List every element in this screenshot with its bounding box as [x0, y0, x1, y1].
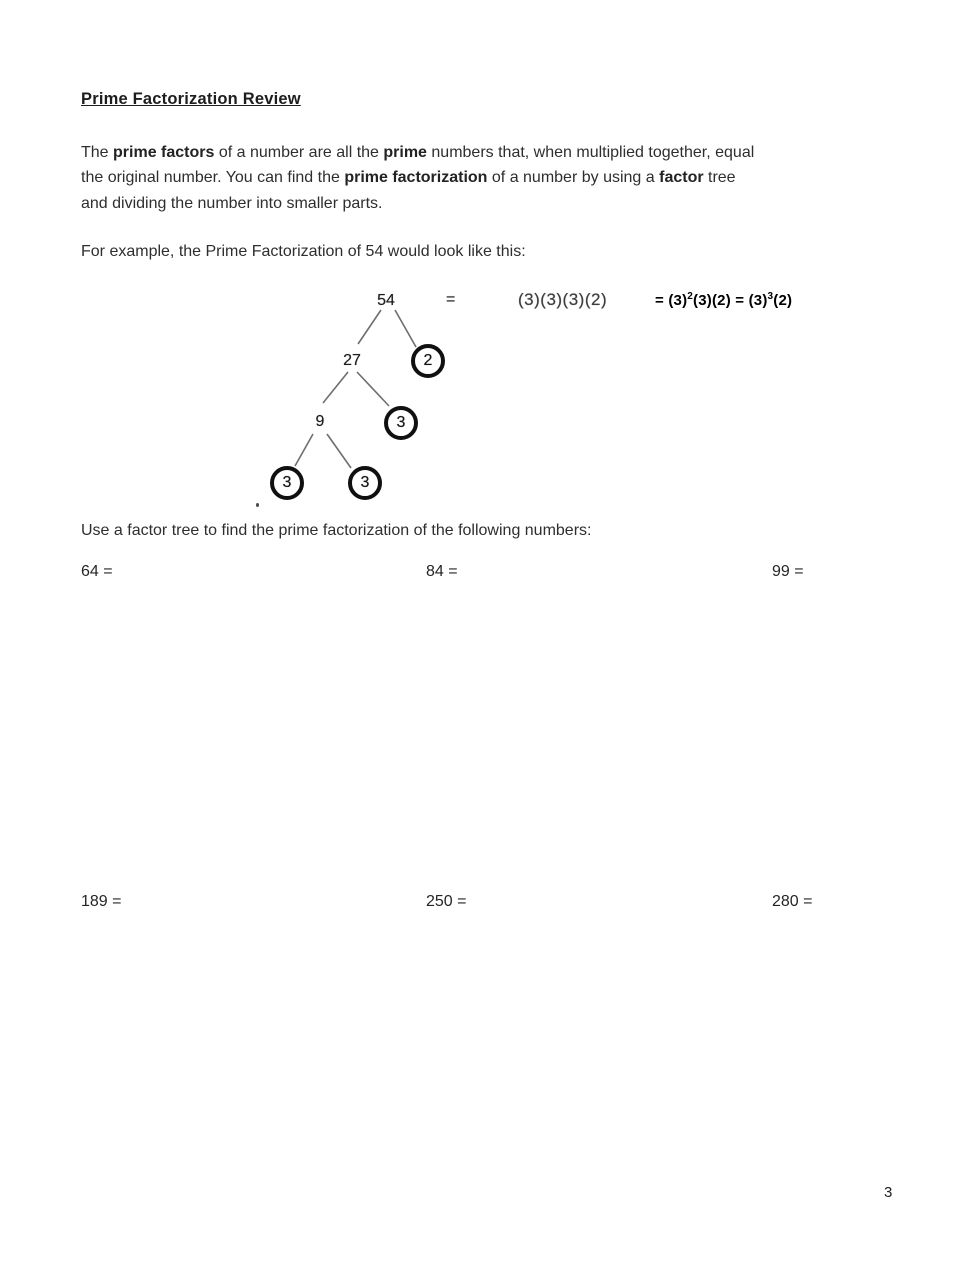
tree-node-9: 9	[315, 413, 325, 430]
intro-text-bold: prime	[383, 144, 427, 161]
intro-line-2	[81, 165, 754, 190]
page-title: Prime Factorization Review	[81, 90, 301, 108]
tree-leaf-circle-3-mid: 3	[384, 406, 418, 440]
intro-text-bold: factor	[659, 169, 704, 187]
annotation-text: (2)	[773, 292, 793, 309]
intro-text: The	[81, 144, 114, 161]
problem-250: 250 =	[426, 893, 467, 910]
expansion-text: (3)(3)(3)(2)	[518, 290, 608, 309]
intro-paragraph	[81, 140, 754, 216]
instruction-text: Use a factor tree to find the prime factorization of the following numbers:	[81, 522, 592, 539]
annotation-text: (3)(2) = (3)	[693, 292, 768, 309]
tree-leaf-circle-3-right: 3	[348, 466, 382, 500]
scan-artifact-dot	[256, 503, 259, 507]
intro-text: and dividing the number into smaller parts.	[81, 194, 383, 212]
problem-84: 84 =	[426, 563, 458, 580]
annotation-superscript: 3	[767, 291, 774, 302]
intro-line-3	[81, 191, 754, 216]
intro-text: of a number by using a	[487, 169, 660, 187]
tree-leaf-circle-3-left: 3	[270, 466, 304, 500]
exponent-annotation	[655, 292, 792, 309]
problem-99: 99 =	[772, 563, 804, 580]
intro-text-bold: prime factors	[113, 144, 215, 161]
equals-sign: =	[446, 291, 456, 308]
tree-leaf-circle-2: 2	[411, 344, 445, 378]
intro-text: numbers that, when multiplied together, equal	[426, 144, 755, 161]
intro-text: tree	[703, 169, 736, 187]
problem-64: 64 =	[81, 563, 113, 580]
page-number: 3	[884, 1184, 893, 1201]
tree-branch-lines	[270, 290, 455, 495]
tree-root-label: 54	[377, 292, 395, 309]
annotation-text: = (3)	[655, 292, 688, 309]
intro-line-1	[81, 140, 754, 165]
tree-node-27: 27	[343, 352, 361, 369]
intro-text: of a number are all the	[214, 144, 384, 161]
problem-189: 189 =	[81, 893, 122, 910]
example-caption: For example, the Prime Factorization of 54 would look like this:	[81, 243, 526, 260]
problem-280: 280 =	[772, 893, 813, 910]
annotation-superscript: 2	[687, 291, 694, 302]
intro-text-bold: prime factorization	[344, 169, 488, 187]
intro-text: the original number. You can find the	[81, 169, 345, 187]
